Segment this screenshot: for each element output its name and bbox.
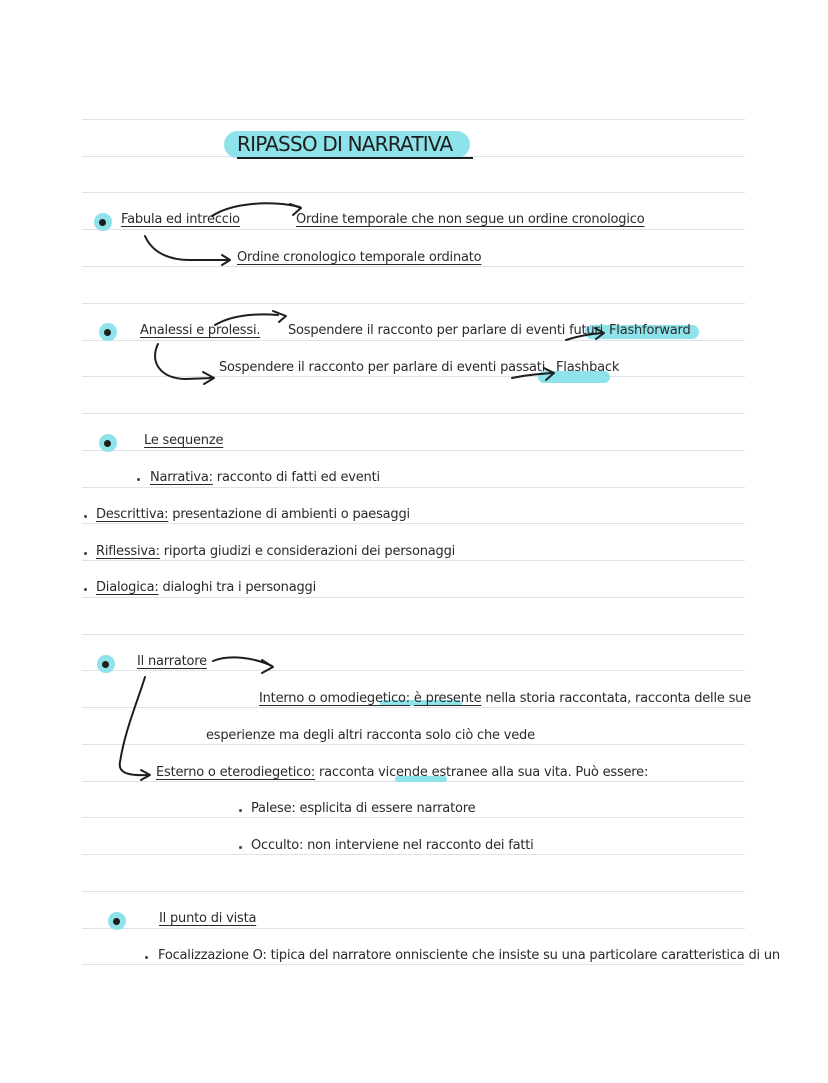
- sequenza-text: riporta giudizi e considerazioni dei personaggi: [159, 544, 456, 559]
- esterno-post: alla sua vita. Può essere:: [487, 765, 649, 780]
- sequenza-text: presentazione di ambienti o paesaggi: [168, 507, 410, 522]
- sequenza-text: dialoghi tra i personaggi: [158, 580, 317, 595]
- interno-term: Interno o omodiegetico:: [259, 691, 410, 706]
- flashforward-label: Flashforward: [609, 323, 691, 338]
- sequenza-term: Descrittiva:: [96, 507, 169, 522]
- sequenza-term: Narrativa:: [150, 470, 213, 485]
- arrow-fabula-top: [212, 203, 300, 216]
- esterno-term: Esterno o eterodiegetico:: [156, 765, 316, 780]
- analessi-line-futuri: Sospendere il racconto per parlare di eventi futuri: [288, 323, 603, 338]
- section-narratore-label: Il narratore: [137, 654, 207, 669]
- arrow-flashback: [512, 373, 552, 378]
- section-analessi-label: Analessi e prolessi.: [140, 323, 261, 338]
- arrow-fabula-bottom: [145, 236, 229, 260]
- analessi-line-passati: Sospendere il racconto per parlare di eventi passati.: [219, 360, 550, 375]
- flashback-label: Flashback: [556, 360, 620, 375]
- arrow-narratore-down: [120, 677, 148, 775]
- sequenza-text: racconto di fatti ed eventi: [212, 470, 380, 485]
- section-punto-di-vista-label: Il punto di vista: [159, 911, 257, 926]
- interno-highlight-word: è presente: [413, 691, 482, 706]
- section-sequenze-label: Le sequenze: [144, 433, 224, 448]
- page-title: RIPASSO DI NARRATIVA: [237, 132, 453, 156]
- section-fabula-label: Fabula ed intreccio: [121, 212, 240, 227]
- arrow-prolessi: [215, 314, 278, 325]
- fabula-branch-bottom: Ordine cronologico temporale ordinato: [237, 250, 482, 265]
- narratore-occulto: Occulto: non interviene nel racconto dei fatti: [251, 838, 534, 853]
- fabula-branch-top: Ordine temporale che non segue un ordine cronologico: [296, 212, 645, 227]
- esterno-pre: racconta vicende: [315, 765, 432, 780]
- arrowhead: [262, 660, 273, 673]
- arrowhead: [273, 311, 286, 322]
- interno-text: nella storia raccontata, racconta delle sue: [481, 691, 752, 706]
- sequenza-term: Dialogica:: [96, 580, 159, 595]
- focalizzazione-item: Focalizzazione O: tipica del narratore onnisciente che insiste su una particolare caratteristica di un: [158, 948, 780, 963]
- arrowhead: [290, 204, 301, 215]
- esterno-highlight-word: estranee: [431, 765, 488, 780]
- narratore-interno-cont: esperienze ma degli altri racconta solo ciò che vede: [206, 728, 535, 743]
- sequenza-term: Riflessiva:: [96, 544, 160, 559]
- narratore-palese: Palese: esplicita di essere narratore: [251, 801, 476, 816]
